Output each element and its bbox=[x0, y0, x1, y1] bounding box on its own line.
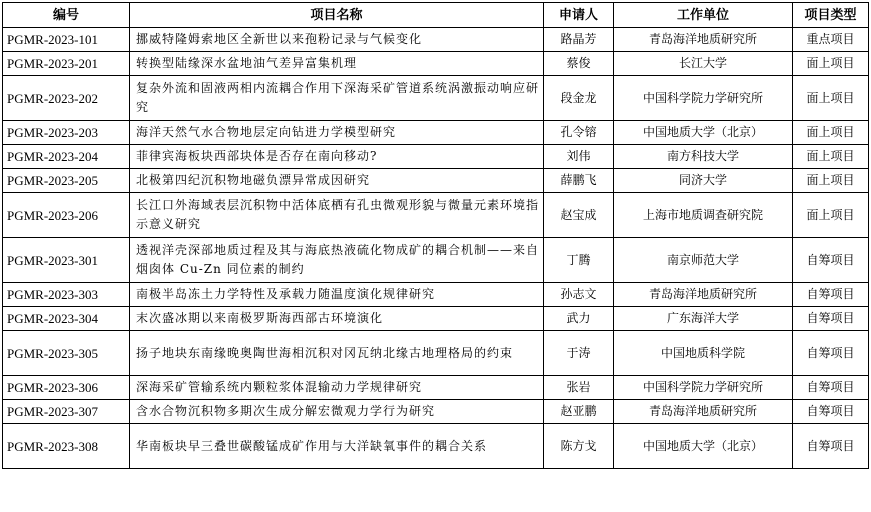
table-row bbox=[3, 238, 869, 283]
table-row bbox=[3, 400, 869, 424]
project-id: PGMR-2023-305 bbox=[3, 331, 130, 376]
project-name: 北极第四纪沉积物地磁负漂异常成因研究 bbox=[130, 169, 544, 193]
project-unit: 中国科学院力学研究所 bbox=[614, 76, 793, 121]
project-name: 转换型陆缘深水盆地油气差异富集机理 bbox=[130, 52, 544, 76]
project-name: 南极半岛冻土力学特性及承载力随温度演化规律研究 bbox=[130, 283, 544, 307]
project-id: PGMR-2023-201 bbox=[3, 52, 130, 76]
project-unit: 中国地质科学院 bbox=[614, 331, 793, 376]
project-type: 面上项目 bbox=[793, 145, 869, 169]
project-unit: 中国地质大学（北京） bbox=[614, 121, 793, 145]
project-applicant: 赵亚鹏 bbox=[544, 400, 614, 424]
project-name: 深海采矿管输系统内颗粒浆体混输动力学规律研究 bbox=[130, 376, 544, 400]
project-name: 末次盛冰期以来南极罗斯海西部古环境演化 bbox=[130, 307, 544, 331]
project-unit: 青岛海洋地质研究所 bbox=[614, 28, 793, 52]
table-row bbox=[3, 193, 869, 238]
project-id: PGMR-2023-306 bbox=[3, 376, 130, 400]
project-name: 菲律宾海板块西部块体是否存在南向移动? bbox=[130, 145, 544, 169]
project-unit: 南京师范大学 bbox=[614, 238, 793, 283]
project-name: 复杂外流和固液两相内流耦合作用下深海采矿管道系统涡激振动响应研究 bbox=[130, 76, 544, 121]
table-row bbox=[3, 52, 869, 76]
project-id: PGMR-2023-307 bbox=[3, 400, 130, 424]
project-name: 透视洋壳深部地质过程及其与海底热液硫化物成矿的耦合机制——来自烟囱体 Cu-Zn 同位素的制约 bbox=[130, 238, 544, 283]
project-type: 面上项目 bbox=[793, 193, 869, 238]
project-type: 面上项目 bbox=[793, 76, 869, 121]
header-name: 项目名称 bbox=[130, 3, 544, 28]
table-row bbox=[3, 283, 869, 307]
table-row bbox=[3, 121, 869, 145]
project-type: 面上项目 bbox=[793, 52, 869, 76]
project-type: 自筹项目 bbox=[793, 238, 869, 283]
project-type: 自筹项目 bbox=[793, 376, 869, 400]
project-type: 自筹项目 bbox=[793, 307, 869, 331]
project-unit: 长江大学 bbox=[614, 52, 793, 76]
project-id: PGMR-2023-206 bbox=[3, 193, 130, 238]
project-applicant: 丁腾 bbox=[544, 238, 614, 283]
project-unit: 青岛海洋地质研究所 bbox=[614, 400, 793, 424]
header-applicant: 申请人 bbox=[544, 3, 614, 28]
project-id: PGMR-2023-303 bbox=[3, 283, 130, 307]
project-table bbox=[2, 2, 869, 469]
project-id: PGMR-2023-101 bbox=[3, 28, 130, 52]
table-row bbox=[3, 169, 869, 193]
table-row bbox=[3, 307, 869, 331]
project-unit: 中国科学院力学研究所 bbox=[614, 376, 793, 400]
project-id: PGMR-2023-203 bbox=[3, 121, 130, 145]
project-applicant: 孙志文 bbox=[544, 283, 614, 307]
project-unit: 中国地质大学（北京） bbox=[614, 424, 793, 469]
project-type: 自筹项目 bbox=[793, 331, 869, 376]
project-applicant: 路晶芳 bbox=[544, 28, 614, 52]
project-name: 华南板块早三叠世碳酸锰成矿作用与大洋缺氧事件的耦合关系 bbox=[130, 424, 544, 469]
project-applicant: 陈方戈 bbox=[544, 424, 614, 469]
project-name: 挪威特隆姆索地区全新世以来孢粉记录与气候变化 bbox=[130, 28, 544, 52]
project-unit: 上海市地质调查研究院 bbox=[614, 193, 793, 238]
project-type: 重点项目 bbox=[793, 28, 869, 52]
project-name: 扬子地块东南缘晚奥陶世海相沉积对冈瓦纳北缘古地理格局的约束 bbox=[130, 331, 544, 376]
project-applicant: 刘伟 bbox=[544, 145, 614, 169]
project-unit: 广东海洋大学 bbox=[614, 307, 793, 331]
project-name: 长江口外海域表层沉积物中活体底栖有孔虫微观形貌与微量元素环境指示意义研究 bbox=[130, 193, 544, 238]
table-row bbox=[3, 145, 869, 169]
header-row bbox=[3, 3, 869, 28]
project-unit: 同济大学 bbox=[614, 169, 793, 193]
project-id: PGMR-2023-304 bbox=[3, 307, 130, 331]
project-type: 自筹项目 bbox=[793, 283, 869, 307]
project-name: 海洋天然气水合物地层定向钻进力学模型研究 bbox=[130, 121, 544, 145]
project-type: 自筹项目 bbox=[793, 400, 869, 424]
header-unit: 工作单位 bbox=[614, 3, 793, 28]
project-applicant: 于涛 bbox=[544, 331, 614, 376]
project-applicant: 孔令镕 bbox=[544, 121, 614, 145]
table-row bbox=[3, 28, 869, 52]
header-type: 项目类型 bbox=[793, 3, 869, 28]
table-row bbox=[3, 76, 869, 121]
project-name: 含水合物沉积物多期次生成分解宏微观力学行为研究 bbox=[130, 400, 544, 424]
project-applicant: 薛鹏飞 bbox=[544, 169, 614, 193]
project-id: PGMR-2023-308 bbox=[3, 424, 130, 469]
project-applicant: 段金龙 bbox=[544, 76, 614, 121]
project-applicant: 武力 bbox=[544, 307, 614, 331]
project-applicant: 赵宝成 bbox=[544, 193, 614, 238]
table-row bbox=[3, 376, 869, 400]
table-row bbox=[3, 424, 869, 469]
project-applicant: 张岩 bbox=[544, 376, 614, 400]
project-id: PGMR-2023-204 bbox=[3, 145, 130, 169]
project-unit: 青岛海洋地质研究所 bbox=[614, 283, 793, 307]
project-type: 面上项目 bbox=[793, 169, 869, 193]
project-unit: 南方科技大学 bbox=[614, 145, 793, 169]
project-type: 自筹项目 bbox=[793, 424, 869, 469]
project-applicant: 蔡俊 bbox=[544, 52, 614, 76]
project-id: PGMR-2023-205 bbox=[3, 169, 130, 193]
project-id: PGMR-2023-301 bbox=[3, 238, 130, 283]
table-row bbox=[3, 331, 869, 376]
project-type: 面上项目 bbox=[793, 121, 869, 145]
project-id: PGMR-2023-202 bbox=[3, 76, 130, 121]
header-id: 编号 bbox=[3, 3, 130, 28]
